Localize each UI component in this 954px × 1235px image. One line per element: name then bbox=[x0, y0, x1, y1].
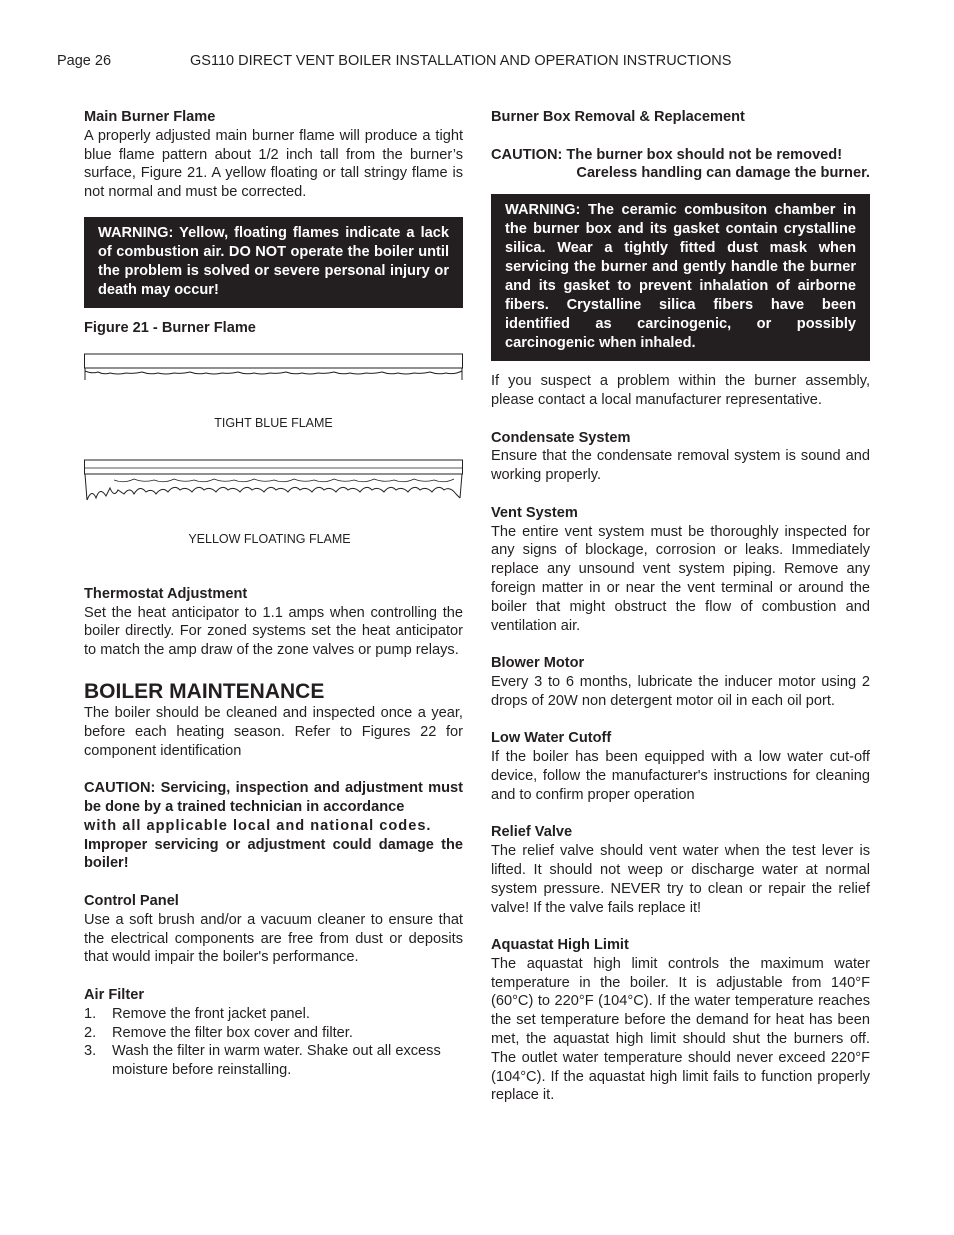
tight-blue-flame-label: TIGHT BLUE FLAME bbox=[214, 415, 333, 430]
list-item: 2. Remove the filter box cover and filter. bbox=[84, 1024, 353, 1041]
air-filter-steps bbox=[84, 1005, 463, 1080]
control-panel-body: Use a soft brush and/or a vacuum cleaner to ensure that the electrical components are free from dust or deposits that would impair the boiler's performance. bbox=[84, 911, 463, 966]
list-item: 3. Wash the filter in warm water. Shake out all excess moisture before reinstalling. bbox=[84, 1043, 441, 1079]
warning-box-silica: WARNING: The ceramic combusiton chamber in the burner box and its gasket contain crystalline silica. Wear a tightly fitted dust mask when servicing the burner and gently handle the burner and its gasket to prevent inhalation of airborne fibers. Crystalline silica fibers have been identified as carcinogenic, or possibly carcinogenic when inhaled. bbox=[491, 194, 870, 361]
page-number: Page 26 bbox=[57, 53, 112, 69]
control-panel-heading: Control Panel bbox=[84, 892, 179, 909]
main-burner-body: A properly adjusted main burner flame will produce a tight blue flame pattern about 1/2 inch tall from the burner’s surface, Figure 21. A yellow floating or tall stringy flame is not normal and must be corrected. bbox=[84, 127, 463, 201]
figure-caption: Figure 21 - Burner Flame bbox=[84, 319, 256, 336]
condensate-heading: Condensate System bbox=[491, 429, 631, 446]
caution-line-1: CAUTION: The burner box should not be removed! bbox=[491, 146, 843, 163]
caution-line-2: Careless handling can damage the burner. bbox=[576, 165, 870, 182]
blower-body: Every 3 to 6 months, lubricate the inducer motor using 2 drops of 20W non detergent motor oil in each oil port. bbox=[491, 673, 870, 709]
burner-box-caution bbox=[491, 146, 870, 184]
vent-heading: Vent System bbox=[491, 504, 578, 521]
blower-heading: Blower Motor bbox=[491, 655, 585, 672]
yellow-floating-flame-label: YELLOW FLOATING FLAME bbox=[188, 531, 351, 546]
caution-line-a: CAUTION: Servicing, inspection and adjustment must be done by a trained technician in accordance bbox=[84, 780, 463, 815]
aquastat-heading: Aquastat High Limit bbox=[491, 937, 629, 954]
aquastat-body: The aquastat high limit controls the maximum water temperature in the boiler. It is adjustable from 140°F (60°C) to 220°F (104°C). If the water temperature reaches the set temperature before the demand for heat has been met, the aquastat high limit should shut the burners off. The outlet water temperature should never exceed 220°F (104°C). If the aquastat high limit fails to function properly replace it. bbox=[491, 955, 870, 1104]
left-column bbox=[84, 108, 463, 1080]
burner-flame-figure bbox=[84, 338, 463, 568]
air-filter-heading: Air Filter bbox=[84, 986, 145, 1003]
low-water-heading: Low Water Cutoff bbox=[491, 730, 612, 747]
yellow-floating-flame-drawing bbox=[85, 460, 463, 500]
relief-body: The relief valve should vent water when the test lever is lifted. It should not weep or discharge water at normal system pressure. NEVER try to clean or repair the relief valve! If the valve fails replace it! bbox=[491, 843, 870, 916]
vent-body: The entire vent system must be thoroughly inspected for any signs of blockage, corrosion or leaks. Immediately replace any unsound vent system piping. Remove any foreign matter in or near the vent terminal or around the boiler that might obstruct the flow of combustion and ventilation air. bbox=[491, 523, 870, 634]
main-burner-heading: Main Burner Flame bbox=[84, 109, 216, 125]
suspect-text: If you suspect a problem within the burner assembly, please contact a local manufacturer representative. bbox=[491, 373, 870, 408]
burner-box-heading: Burner Box Removal & Replacement bbox=[491, 109, 745, 125]
warning-box-flames: WARNING: Yellow, floating flames indicate a lack of combustion air. DO NOT operate the boiler until the problem is solved or severe personal injury or death may occur! bbox=[84, 217, 463, 308]
condensate-body: Ensure that the condensate removal system is sound and working properly. bbox=[491, 448, 870, 484]
thermostat-body: Set the heat anticipator to 1.1 amps when controlling the boiler directly. For zoned systems set the heat anticipator to match the amp draw of the zone valves or pump relays. bbox=[84, 604, 463, 659]
right-column bbox=[491, 108, 870, 1105]
maintenance-caution bbox=[84, 779, 463, 873]
relief-heading: Relief Valve bbox=[491, 824, 573, 841]
caution-line-b: with all applicable local and national codes. bbox=[84, 817, 432, 834]
tight-blue-flame-drawing bbox=[85, 354, 463, 380]
list-item: 1. Remove the front jacket panel. bbox=[84, 1005, 310, 1022]
boiler-maintenance-heading: BOILER MAINTENANCE bbox=[84, 679, 325, 703]
thermostat-heading: Thermostat Adjustment bbox=[84, 585, 248, 602]
document-title: GS110 DIRECT VENT BOILER INSTALLATION AND OPERATION INSTRUCTIONS bbox=[190, 53, 732, 69]
low-water-body: If the boiler has been equipped with a low water cut-off device, follow the manufacturer's instructions for cleaning and to confirm proper operation bbox=[491, 749, 870, 803]
maintenance-intro: The boiler should be cleaned and inspected once a year, before each heating season. Refer to Figures 22 for component identification bbox=[84, 704, 463, 759]
caution-line-c: Improper servicing or adjustment could damage the boiler! bbox=[84, 836, 463, 872]
